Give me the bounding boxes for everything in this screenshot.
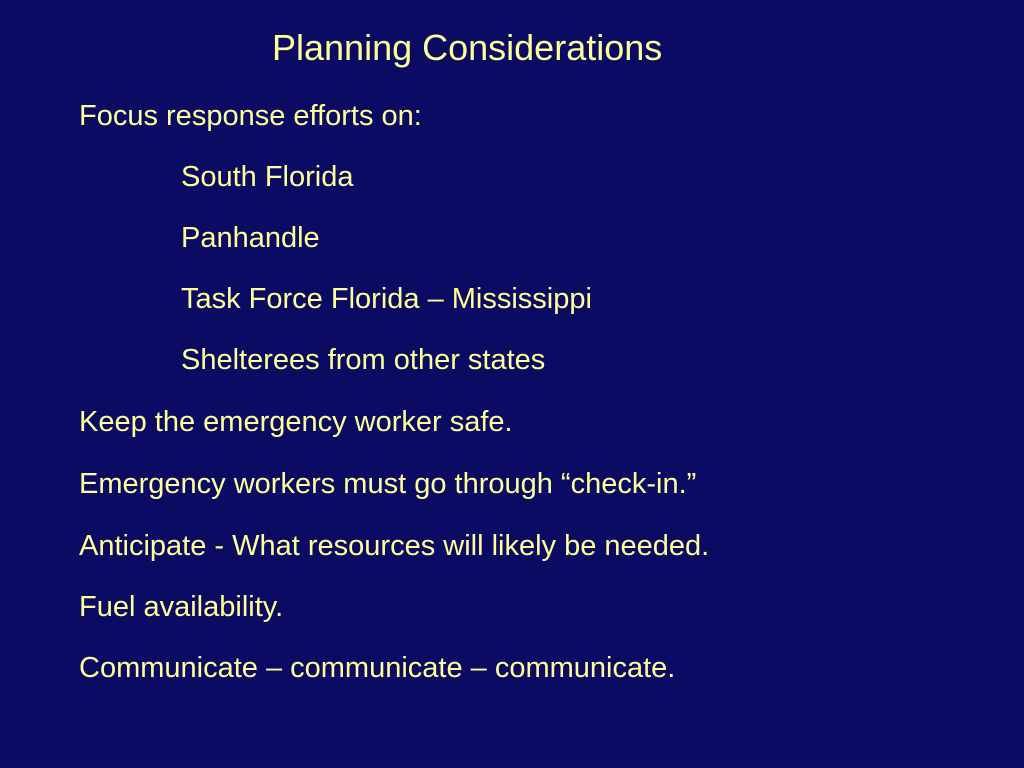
intro-line: Focus response efforts on: — [79, 100, 422, 132]
bullet-point: Fuel availability. — [79, 591, 284, 623]
slide-title: Planning Considerations — [272, 27, 663, 68]
focus-item: South Florida — [181, 161, 354, 193]
bullet-point: Anticipate - What resources will likely be needed. — [79, 530, 710, 562]
focus-item: Panhandle — [181, 222, 320, 254]
focus-item: Shelterees from other states — [181, 344, 546, 376]
bullet-point: Emergency workers must go through “check-in.” — [79, 468, 697, 500]
bullet-point: Communicate – communicate – communicate. — [79, 652, 676, 684]
focus-item: Task Force Florida – Mississippi — [181, 283, 592, 315]
bullet-point: Keep the emergency worker safe. — [79, 406, 513, 438]
